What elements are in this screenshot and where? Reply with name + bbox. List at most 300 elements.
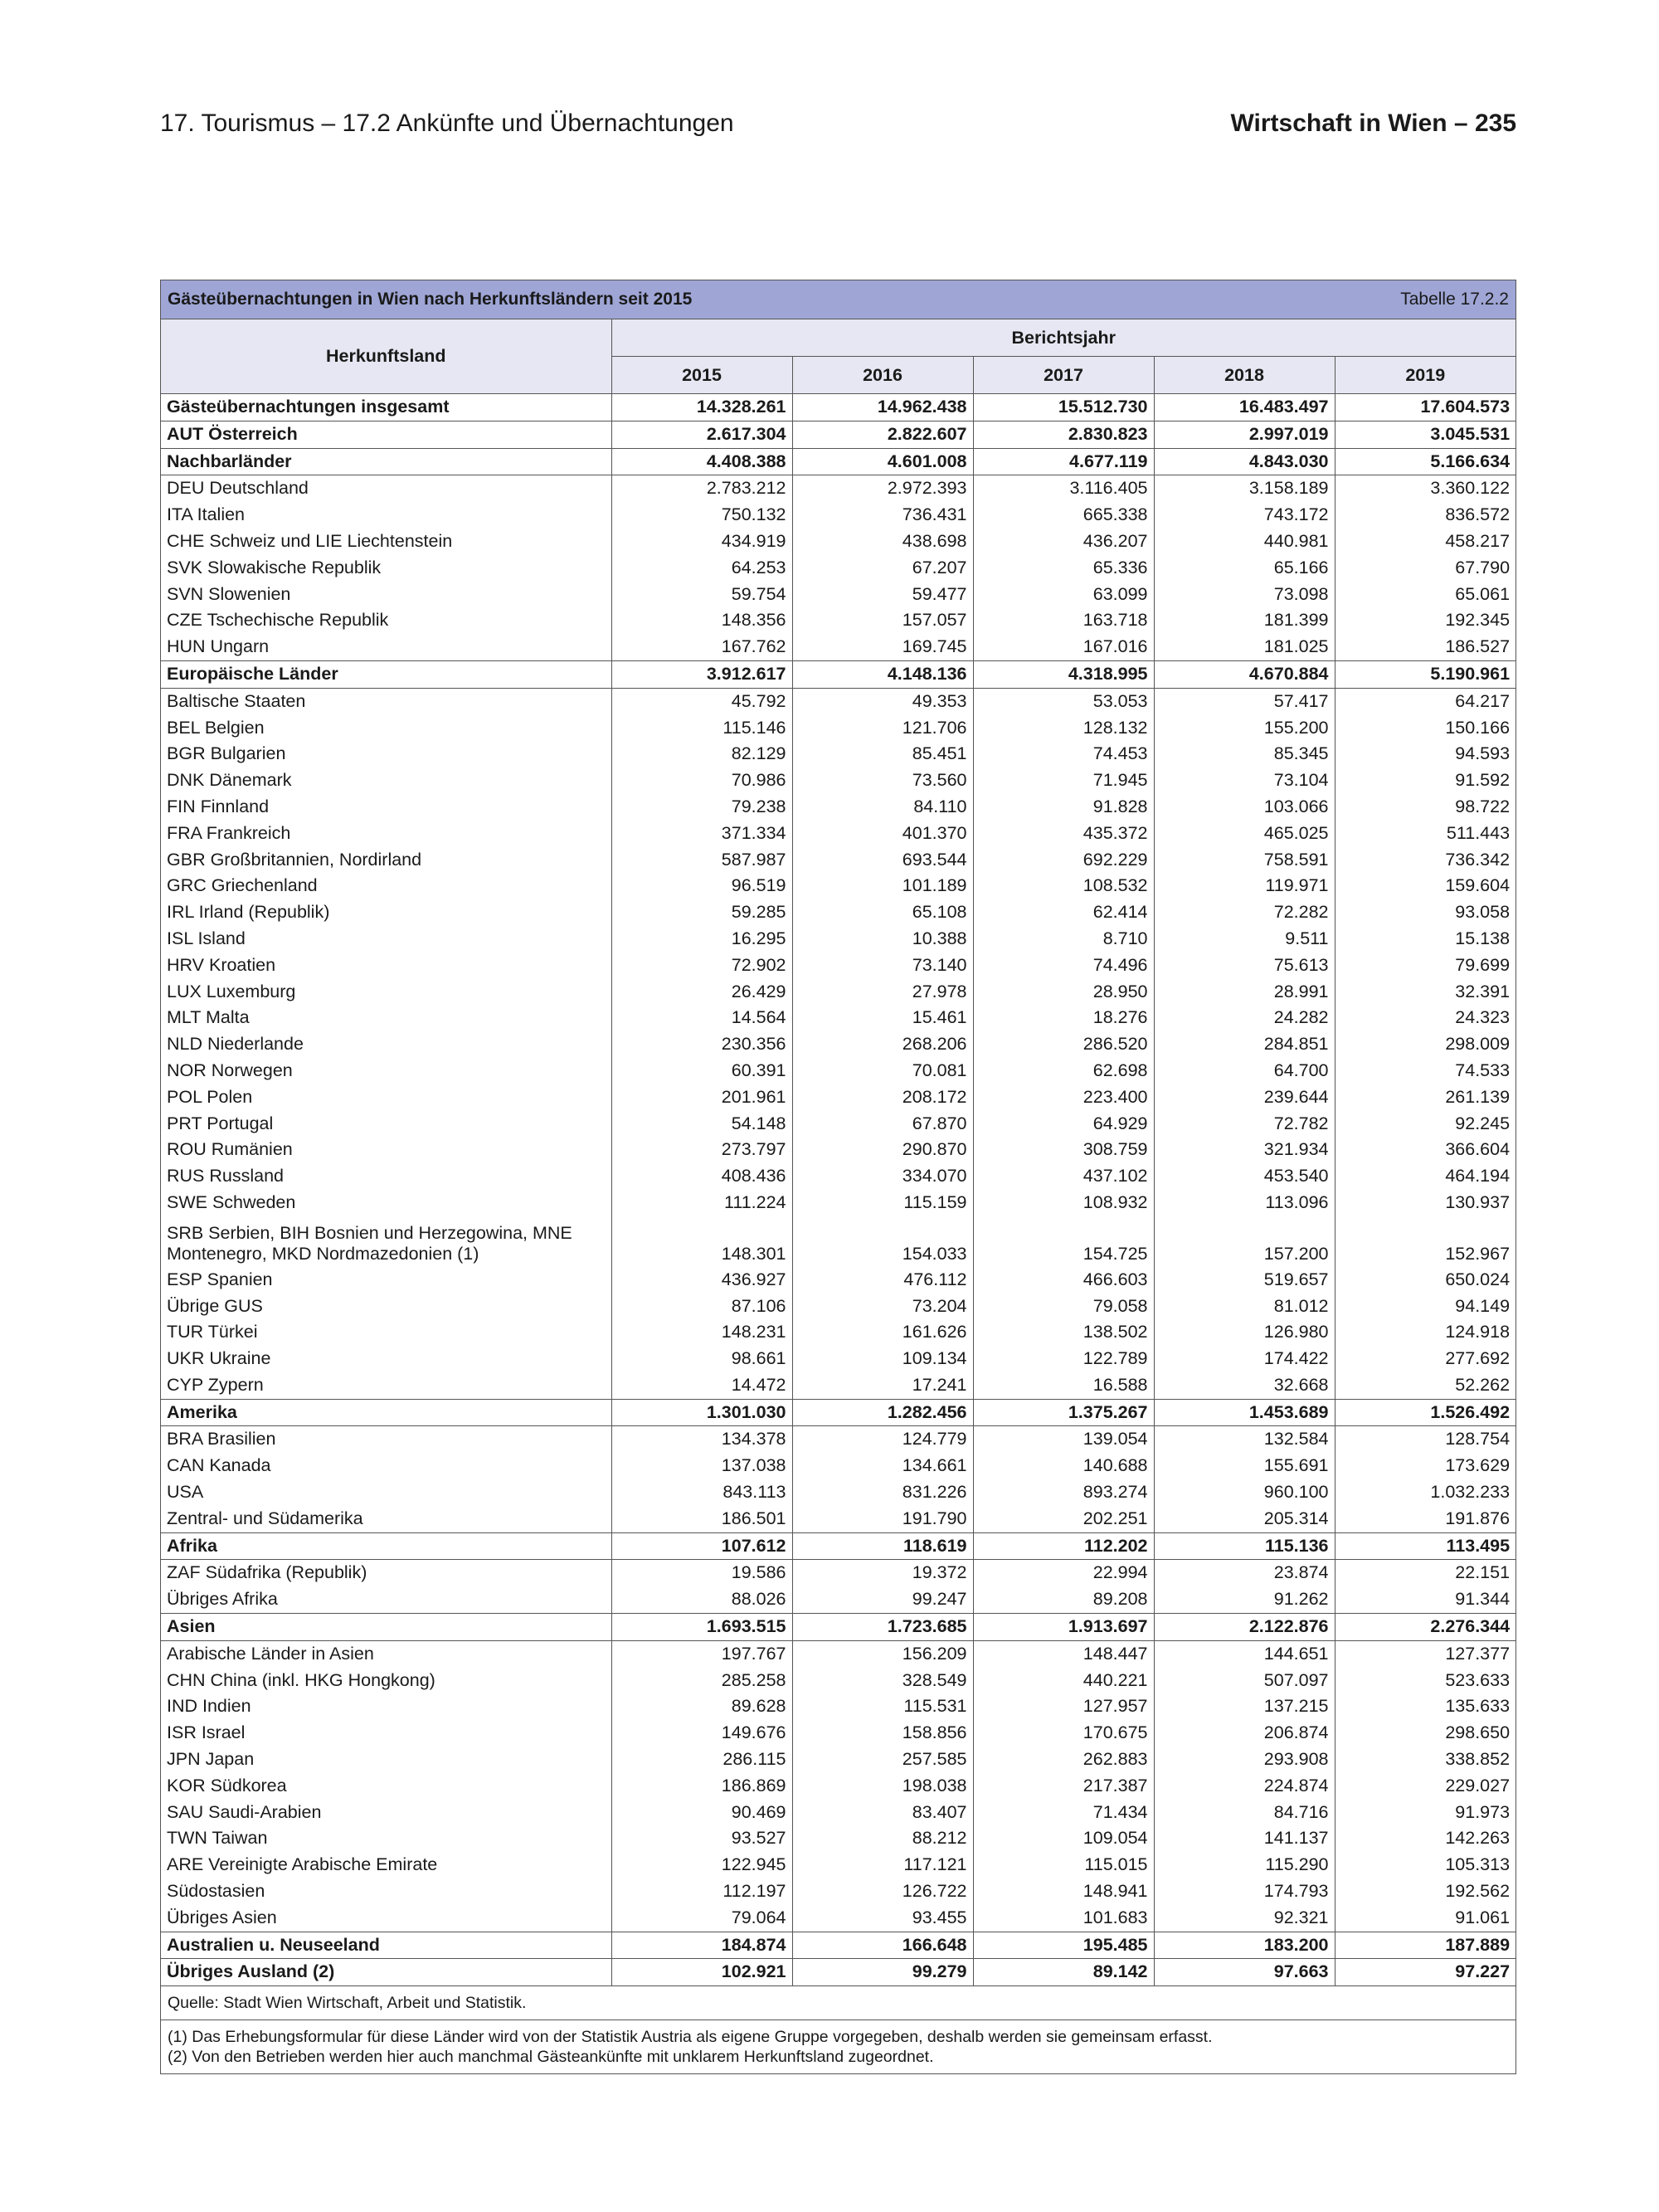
footnote: (1) Das Erhebungsformular für diese Länder wird von der Statistik Austria als eigene Gruppe vorgegeben, deshalb werden sie gemeinsam erfasst. [168, 2028, 1213, 2047]
table-title-bar [161, 280, 1515, 319]
cell-value: 75.613 [1154, 953, 1335, 979]
cell-value: 112.197 [611, 1878, 792, 1905]
cell-value: 148.941 [973, 1878, 1154, 1905]
table-row [161, 1479, 1515, 1506]
table-row [161, 1163, 1515, 1190]
cell-value: 157.057 [792, 607, 973, 634]
cell-value: 230.356 [611, 1031, 792, 1058]
cell-value: 284.851 [1154, 1031, 1335, 1058]
cell-value: 14.564 [611, 1005, 792, 1031]
cell-value: 73.098 [1154, 582, 1335, 608]
cell-value: 87.106 [611, 1294, 792, 1320]
cell-value: 4.408.388 [611, 448, 792, 475]
publication-page-label: Wirtschaft in Wien – 235 [1230, 110, 1516, 137]
cell-value: 4.318.995 [973, 660, 1154, 688]
table-row [161, 1532, 1515, 1560]
row-label: PRT Portugal [161, 1111, 611, 1138]
cell-value: 198.038 [792, 1773, 973, 1800]
cell-value: 84.716 [1154, 1800, 1335, 1826]
table-row [161, 688, 1515, 714]
cell-value: 156.209 [792, 1640, 973, 1667]
cell-value: 134.378 [611, 1426, 792, 1453]
table-row [161, 582, 1515, 608]
cell-value: 97.663 [1154, 1959, 1335, 1985]
cell-value: 2.617.304 [611, 421, 792, 448]
cell-value: 115.146 [611, 715, 792, 742]
cell-value: 436.207 [973, 529, 1154, 555]
table-row [161, 953, 1515, 979]
cell-value: 73.104 [1154, 767, 1335, 794]
row-label: HRV Kroatien [161, 953, 611, 979]
cell-value: 154.033 [792, 1216, 973, 1267]
cell-value: 16.483.497 [1154, 394, 1335, 421]
cell-value: 107.612 [611, 1532, 792, 1560]
cell-value: 466.603 [973, 1267, 1154, 1294]
cell-value: 1.913.697 [973, 1614, 1154, 1641]
cell-value: 15.138 [1335, 926, 1515, 953]
header-year: 2016 [792, 357, 973, 394]
cell-value: 692.229 [973, 847, 1154, 874]
cell-value: 148.356 [611, 607, 792, 634]
row-label: CAN Kanada [161, 1453, 611, 1479]
cell-value: 435.372 [973, 821, 1154, 847]
cell-value: 52.262 [1335, 1372, 1515, 1399]
cell-value: 437.102 [973, 1163, 1154, 1190]
table-row [161, 1773, 1515, 1800]
row-label: Amerika [161, 1399, 611, 1426]
row-label: Australien u. Neuseeland [161, 1932, 611, 1959]
table-row [161, 1453, 1515, 1479]
cell-value: 1.526.492 [1335, 1399, 1515, 1426]
cell-value: 101.189 [792, 873, 973, 899]
row-label: DEU Deutschland [161, 475, 611, 502]
cell-value: 2.997.019 [1154, 421, 1335, 448]
table-row [161, 475, 1515, 502]
table-row [161, 1426, 1515, 1453]
cell-value: 119.971 [1154, 873, 1335, 899]
cell-value: 960.100 [1154, 1479, 1335, 1506]
cell-value: 57.417 [1154, 688, 1335, 714]
table-row [161, 821, 1515, 847]
cell-value: 3.045.531 [1335, 421, 1515, 448]
cell-value: 23.874 [1154, 1560, 1335, 1586]
cell-value: 65.061 [1335, 582, 1515, 608]
cell-value: 134.661 [792, 1453, 973, 1479]
row-label: BEL Belgien [161, 715, 611, 742]
cell-value: 102.921 [611, 1959, 792, 1985]
cell-value: 152.967 [1335, 1216, 1515, 1267]
cell-value: 298.009 [1335, 1031, 1515, 1058]
cell-value: 93.527 [611, 1825, 792, 1852]
cell-value: 138.502 [973, 1319, 1154, 1346]
row-label: Übriges Ausland (2) [161, 1959, 611, 1985]
cell-value: 16.295 [611, 926, 792, 953]
row-label: HUN Ungarn [161, 634, 611, 660]
cell-value: 115.531 [792, 1693, 973, 1720]
cell-value: 3.158.189 [1154, 475, 1335, 502]
row-label: LUX Luxemburg [161, 979, 611, 1006]
cell-value: 32.668 [1154, 1372, 1335, 1399]
cell-value: 64.929 [973, 1111, 1154, 1138]
cell-value: 2.122.876 [1154, 1614, 1335, 1641]
cell-value: 1.375.267 [973, 1399, 1154, 1426]
cell-value: 60.391 [611, 1058, 792, 1084]
cell-value: 476.112 [792, 1267, 973, 1294]
cell-value: 137.215 [1154, 1693, 1335, 1720]
cell-value: 8.710 [973, 926, 1154, 953]
cell-value: 464.194 [1335, 1163, 1515, 1190]
cell-value: 155.691 [1154, 1453, 1335, 1479]
cell-value: 338.852 [1335, 1747, 1515, 1773]
cell-value: 28.950 [973, 979, 1154, 1006]
cell-value: 98.722 [1335, 794, 1515, 821]
cell-value: 127.957 [973, 1693, 1154, 1720]
cell-value: 79.064 [611, 1905, 792, 1932]
cell-value: 89.142 [973, 1959, 1154, 1985]
table-row [161, 847, 1515, 874]
table-row [161, 1560, 1515, 1586]
cell-value: 650.024 [1335, 1267, 1515, 1294]
cell-value: 191.790 [792, 1506, 973, 1532]
cell-value: 458.217 [1335, 529, 1515, 555]
table-row [161, 634, 1515, 660]
header-country: Herkunftsland [161, 319, 611, 394]
cell-value: 3.116.405 [973, 475, 1154, 502]
cell-value: 15.461 [792, 1005, 973, 1031]
cell-value: 158.856 [792, 1720, 973, 1747]
cell-value: 71.945 [973, 767, 1154, 794]
cell-value: 135.633 [1335, 1693, 1515, 1720]
cell-value: 206.874 [1154, 1720, 1335, 1747]
cell-value: 59.285 [611, 899, 792, 926]
cell-value: 89.208 [973, 1586, 1154, 1613]
table-row [161, 873, 1515, 899]
cell-value: 4.148.136 [792, 660, 973, 688]
row-label: NOR Norwegen [161, 1058, 611, 1084]
footnotes [161, 2020, 1515, 2073]
cell-value: 128.132 [973, 715, 1154, 742]
cell-value: 17.241 [792, 1372, 973, 1399]
cell-value: 166.648 [792, 1932, 973, 1959]
cell-value: 115.015 [973, 1852, 1154, 1878]
cell-value: 24.323 [1335, 1005, 1515, 1031]
cell-value: 101.683 [973, 1905, 1154, 1932]
row-label: ITA Italien [161, 502, 611, 529]
cell-value: 64.253 [611, 555, 792, 582]
table-row [161, 715, 1515, 742]
cell-value: 159.604 [1335, 873, 1515, 899]
cell-value: 286.115 [611, 1747, 792, 1773]
cell-value: 27.978 [792, 979, 973, 1006]
cell-value: 111.224 [611, 1190, 792, 1216]
cell-value: 15.512.730 [973, 394, 1154, 421]
cell-value: 366.604 [1335, 1137, 1515, 1163]
cell-value: 1.282.456 [792, 1399, 973, 1426]
cell-value: 132.584 [1154, 1426, 1335, 1453]
table-row [161, 1800, 1515, 1826]
cell-value: 28.991 [1154, 979, 1335, 1006]
cell-value: 736.342 [1335, 847, 1515, 874]
cell-value: 186.527 [1335, 634, 1515, 660]
cell-value: 93.455 [792, 1905, 973, 1932]
cell-value: 3.360.122 [1335, 475, 1515, 502]
cell-value: 62.414 [973, 899, 1154, 926]
cell-value: 63.099 [973, 582, 1154, 608]
cell-value: 268.206 [792, 1031, 973, 1058]
row-label: SWE Schweden [161, 1190, 611, 1216]
row-label: CHE Schweiz und LIE Liechtenstein [161, 529, 611, 555]
table-row [161, 1720, 1515, 1747]
cell-value: 122.789 [973, 1346, 1154, 1372]
cell-value: 440.221 [973, 1668, 1154, 1694]
cell-value: 169.745 [792, 634, 973, 660]
cell-value: 893.274 [973, 1479, 1154, 1506]
cell-value: 140.688 [973, 1453, 1154, 1479]
header-year: 2019 [1335, 357, 1515, 394]
cell-value: 750.132 [611, 502, 792, 529]
table-row [161, 741, 1515, 767]
table-number: Tabelle 17.2.2 [1400, 290, 1509, 309]
cell-value: 273.797 [611, 1137, 792, 1163]
row-label: USA [161, 1479, 611, 1506]
cell-value: 4.843.030 [1154, 448, 1335, 475]
cell-value: 22.151 [1335, 1560, 1515, 1586]
row-label: RUS Russland [161, 1163, 611, 1190]
cell-value: 79.238 [611, 794, 792, 821]
cell-value: 112.202 [973, 1532, 1154, 1560]
cell-value: 74.496 [973, 953, 1154, 979]
cell-value: 308.759 [973, 1137, 1154, 1163]
row-label: TWN Taiwan [161, 1825, 611, 1852]
cell-value: 72.282 [1154, 899, 1335, 926]
row-label: ISL Island [161, 926, 611, 953]
cell-value: 14.962.438 [792, 394, 973, 421]
row-label: UKR Ukraine [161, 1346, 611, 1372]
cell-value: 71.434 [973, 1800, 1154, 1826]
cell-value: 128.754 [1335, 1426, 1515, 1453]
table-row [161, 1640, 1515, 1667]
cell-value: 163.718 [973, 607, 1154, 634]
cell-value: 18.276 [973, 1005, 1154, 1031]
table-row [161, 1031, 1515, 1058]
row-label: GRC Griechenland [161, 873, 611, 899]
table-row [161, 1614, 1515, 1641]
cell-value: 109.054 [973, 1825, 1154, 1852]
cell-value: 96.519 [611, 873, 792, 899]
cell-value: 758.591 [1154, 847, 1335, 874]
header-report-year: Berichtsjahr [611, 319, 1515, 357]
cell-value: 103.066 [1154, 794, 1335, 821]
cell-value: 81.012 [1154, 1294, 1335, 1320]
cell-value: 328.549 [792, 1668, 973, 1694]
cell-value: 19.586 [611, 1560, 792, 1586]
table-row [161, 555, 1515, 582]
cell-value: 2.822.607 [792, 421, 973, 448]
table-row [161, 1372, 1515, 1399]
cell-value: 59.477 [792, 582, 973, 608]
cell-value: 170.675 [973, 1720, 1154, 1747]
cell-value: 148.447 [973, 1640, 1154, 1667]
cell-value: 181.025 [1154, 634, 1335, 660]
data-table [161, 319, 1515, 1985]
cell-value: 74.453 [973, 741, 1154, 767]
cell-value: 440.981 [1154, 529, 1335, 555]
cell-value: 161.626 [792, 1319, 973, 1346]
cell-value: 167.016 [973, 634, 1154, 660]
cell-value: 126.722 [792, 1878, 973, 1905]
cell-value: 54.148 [611, 1111, 792, 1138]
cell-value: 144.651 [1154, 1640, 1335, 1667]
cell-value: 130.937 [1335, 1190, 1515, 1216]
cell-value: 150.166 [1335, 715, 1515, 742]
row-label: MLT Malta [161, 1005, 611, 1031]
table-row [161, 394, 1515, 421]
cell-value: 286.520 [973, 1031, 1154, 1058]
row-label: CHN China (inkl. HKG Hongkong) [161, 1668, 611, 1694]
cell-value: 64.700 [1154, 1058, 1335, 1084]
table-row [161, 767, 1515, 794]
cell-value: 186.501 [611, 1506, 792, 1532]
cell-value: 16.588 [973, 1372, 1154, 1399]
cell-value: 5.190.961 [1335, 660, 1515, 688]
row-label: ROU Rumänien [161, 1137, 611, 1163]
cell-value: 321.934 [1154, 1137, 1335, 1163]
cell-value: 4.601.008 [792, 448, 973, 475]
cell-value: 192.562 [1335, 1878, 1515, 1905]
row-label: GBR Großbritannien, Nordirland [161, 847, 611, 874]
cell-value: 181.399 [1154, 607, 1335, 634]
cell-value: 83.407 [792, 1800, 973, 1826]
cell-value: 91.262 [1154, 1586, 1335, 1613]
cell-value: 45.792 [611, 688, 792, 714]
table-row [161, 1852, 1515, 1878]
row-label: Übriges Afrika [161, 1586, 611, 1613]
table-row [161, 1878, 1515, 1905]
cell-value: 91.061 [1335, 1905, 1515, 1932]
header-year: 2017 [973, 357, 1154, 394]
cell-value: 195.485 [973, 1932, 1154, 1959]
cell-value: 3.912.617 [611, 660, 792, 688]
cell-value: 836.572 [1335, 502, 1515, 529]
cell-value: 17.604.573 [1335, 394, 1515, 421]
table-body [161, 394, 1515, 1986]
cell-value: 73.140 [792, 953, 973, 979]
row-label: SVN Slowenien [161, 582, 611, 608]
cell-value: 257.585 [792, 1747, 973, 1773]
cell-value: 99.247 [792, 1586, 973, 1613]
cell-value: 2.783.212 [611, 475, 792, 502]
row-label: TUR Türkei [161, 1319, 611, 1346]
row-label: DNK Dänemark [161, 767, 611, 794]
cell-value: 434.919 [611, 529, 792, 555]
cell-value: 53.053 [973, 688, 1154, 714]
cell-value: 124.779 [792, 1426, 973, 1453]
cell-value: 124.918 [1335, 1319, 1515, 1346]
cell-value: 1.032.233 [1335, 1479, 1515, 1506]
cell-value: 91.973 [1335, 1800, 1515, 1826]
cell-value: 191.876 [1335, 1506, 1515, 1532]
cell-value: 192.345 [1335, 607, 1515, 634]
cell-value: 108.932 [973, 1190, 1154, 1216]
cell-value: 65.336 [973, 555, 1154, 582]
cell-value: 408.436 [611, 1163, 792, 1190]
cell-value: 115.136 [1154, 1532, 1335, 1560]
cell-value: 72.902 [611, 953, 792, 979]
cell-value: 523.633 [1335, 1668, 1515, 1694]
table-row [161, 660, 1515, 688]
cell-value: 208.172 [792, 1084, 973, 1111]
cell-value: 183.200 [1154, 1932, 1335, 1959]
table-row [161, 1346, 1515, 1372]
cell-value: 148.301 [611, 1216, 792, 1267]
cell-value: 64.217 [1335, 688, 1515, 714]
cell-value: 94.149 [1335, 1294, 1515, 1320]
table-row [161, 421, 1515, 448]
row-label: Gästeübernachtungen insgesamt [161, 394, 611, 421]
cell-value: 453.540 [1154, 1163, 1335, 1190]
cell-value: 831.226 [792, 1479, 973, 1506]
cell-value: 519.657 [1154, 1267, 1335, 1294]
cell-value: 91.592 [1335, 767, 1515, 794]
table-row [161, 926, 1515, 953]
row-label: Baltische Staaten [161, 688, 611, 714]
table-row [161, 1932, 1515, 1959]
cell-value: 5.166.634 [1335, 448, 1515, 475]
cell-value: 1.723.685 [792, 1614, 973, 1641]
cell-value: 79.699 [1335, 953, 1515, 979]
cell-value: 743.172 [1154, 502, 1335, 529]
cell-value: 205.314 [1154, 1506, 1335, 1532]
cell-value: 97.227 [1335, 1959, 1515, 1985]
cell-value: 197.767 [611, 1640, 792, 1667]
cell-value: 155.200 [1154, 715, 1335, 742]
cell-value: 1.453.689 [1154, 1399, 1335, 1426]
cell-value: 277.692 [1335, 1346, 1515, 1372]
cell-value: 32.391 [1335, 979, 1515, 1006]
cell-value: 371.334 [611, 821, 792, 847]
cell-value: 139.054 [973, 1426, 1154, 1453]
cell-value: 149.676 [611, 1720, 792, 1747]
table-row [161, 1084, 1515, 1111]
cell-value: 137.038 [611, 1453, 792, 1479]
cell-value: 91.828 [973, 794, 1154, 821]
row-label: Asien [161, 1614, 611, 1641]
table-row [161, 1668, 1515, 1694]
row-label: SAU Saudi-Arabien [161, 1800, 611, 1826]
table-row [161, 1586, 1515, 1613]
cell-value: 73.560 [792, 767, 973, 794]
table-row [161, 1747, 1515, 1773]
table-row [161, 1959, 1515, 1985]
cell-value: 174.422 [1154, 1346, 1335, 1372]
cell-value: 117.121 [792, 1852, 973, 1878]
row-label: BGR Bulgarien [161, 741, 611, 767]
cell-value: 49.353 [792, 688, 973, 714]
table-row [161, 1267, 1515, 1294]
cell-value: 24.282 [1154, 1005, 1335, 1031]
table-row [161, 1294, 1515, 1320]
table-row [161, 448, 1515, 475]
table-row [161, 979, 1515, 1006]
row-label: Arabische Länder in Asien [161, 1640, 611, 1667]
cell-value: 85.451 [792, 741, 973, 767]
cell-value: 436.927 [611, 1267, 792, 1294]
row-label: FIN Finnland [161, 794, 611, 821]
cell-value: 94.593 [1335, 741, 1515, 767]
row-label: JPN Japan [161, 1747, 611, 1773]
row-label: ESP Spanien [161, 1267, 611, 1294]
table-row [161, 1137, 1515, 1163]
